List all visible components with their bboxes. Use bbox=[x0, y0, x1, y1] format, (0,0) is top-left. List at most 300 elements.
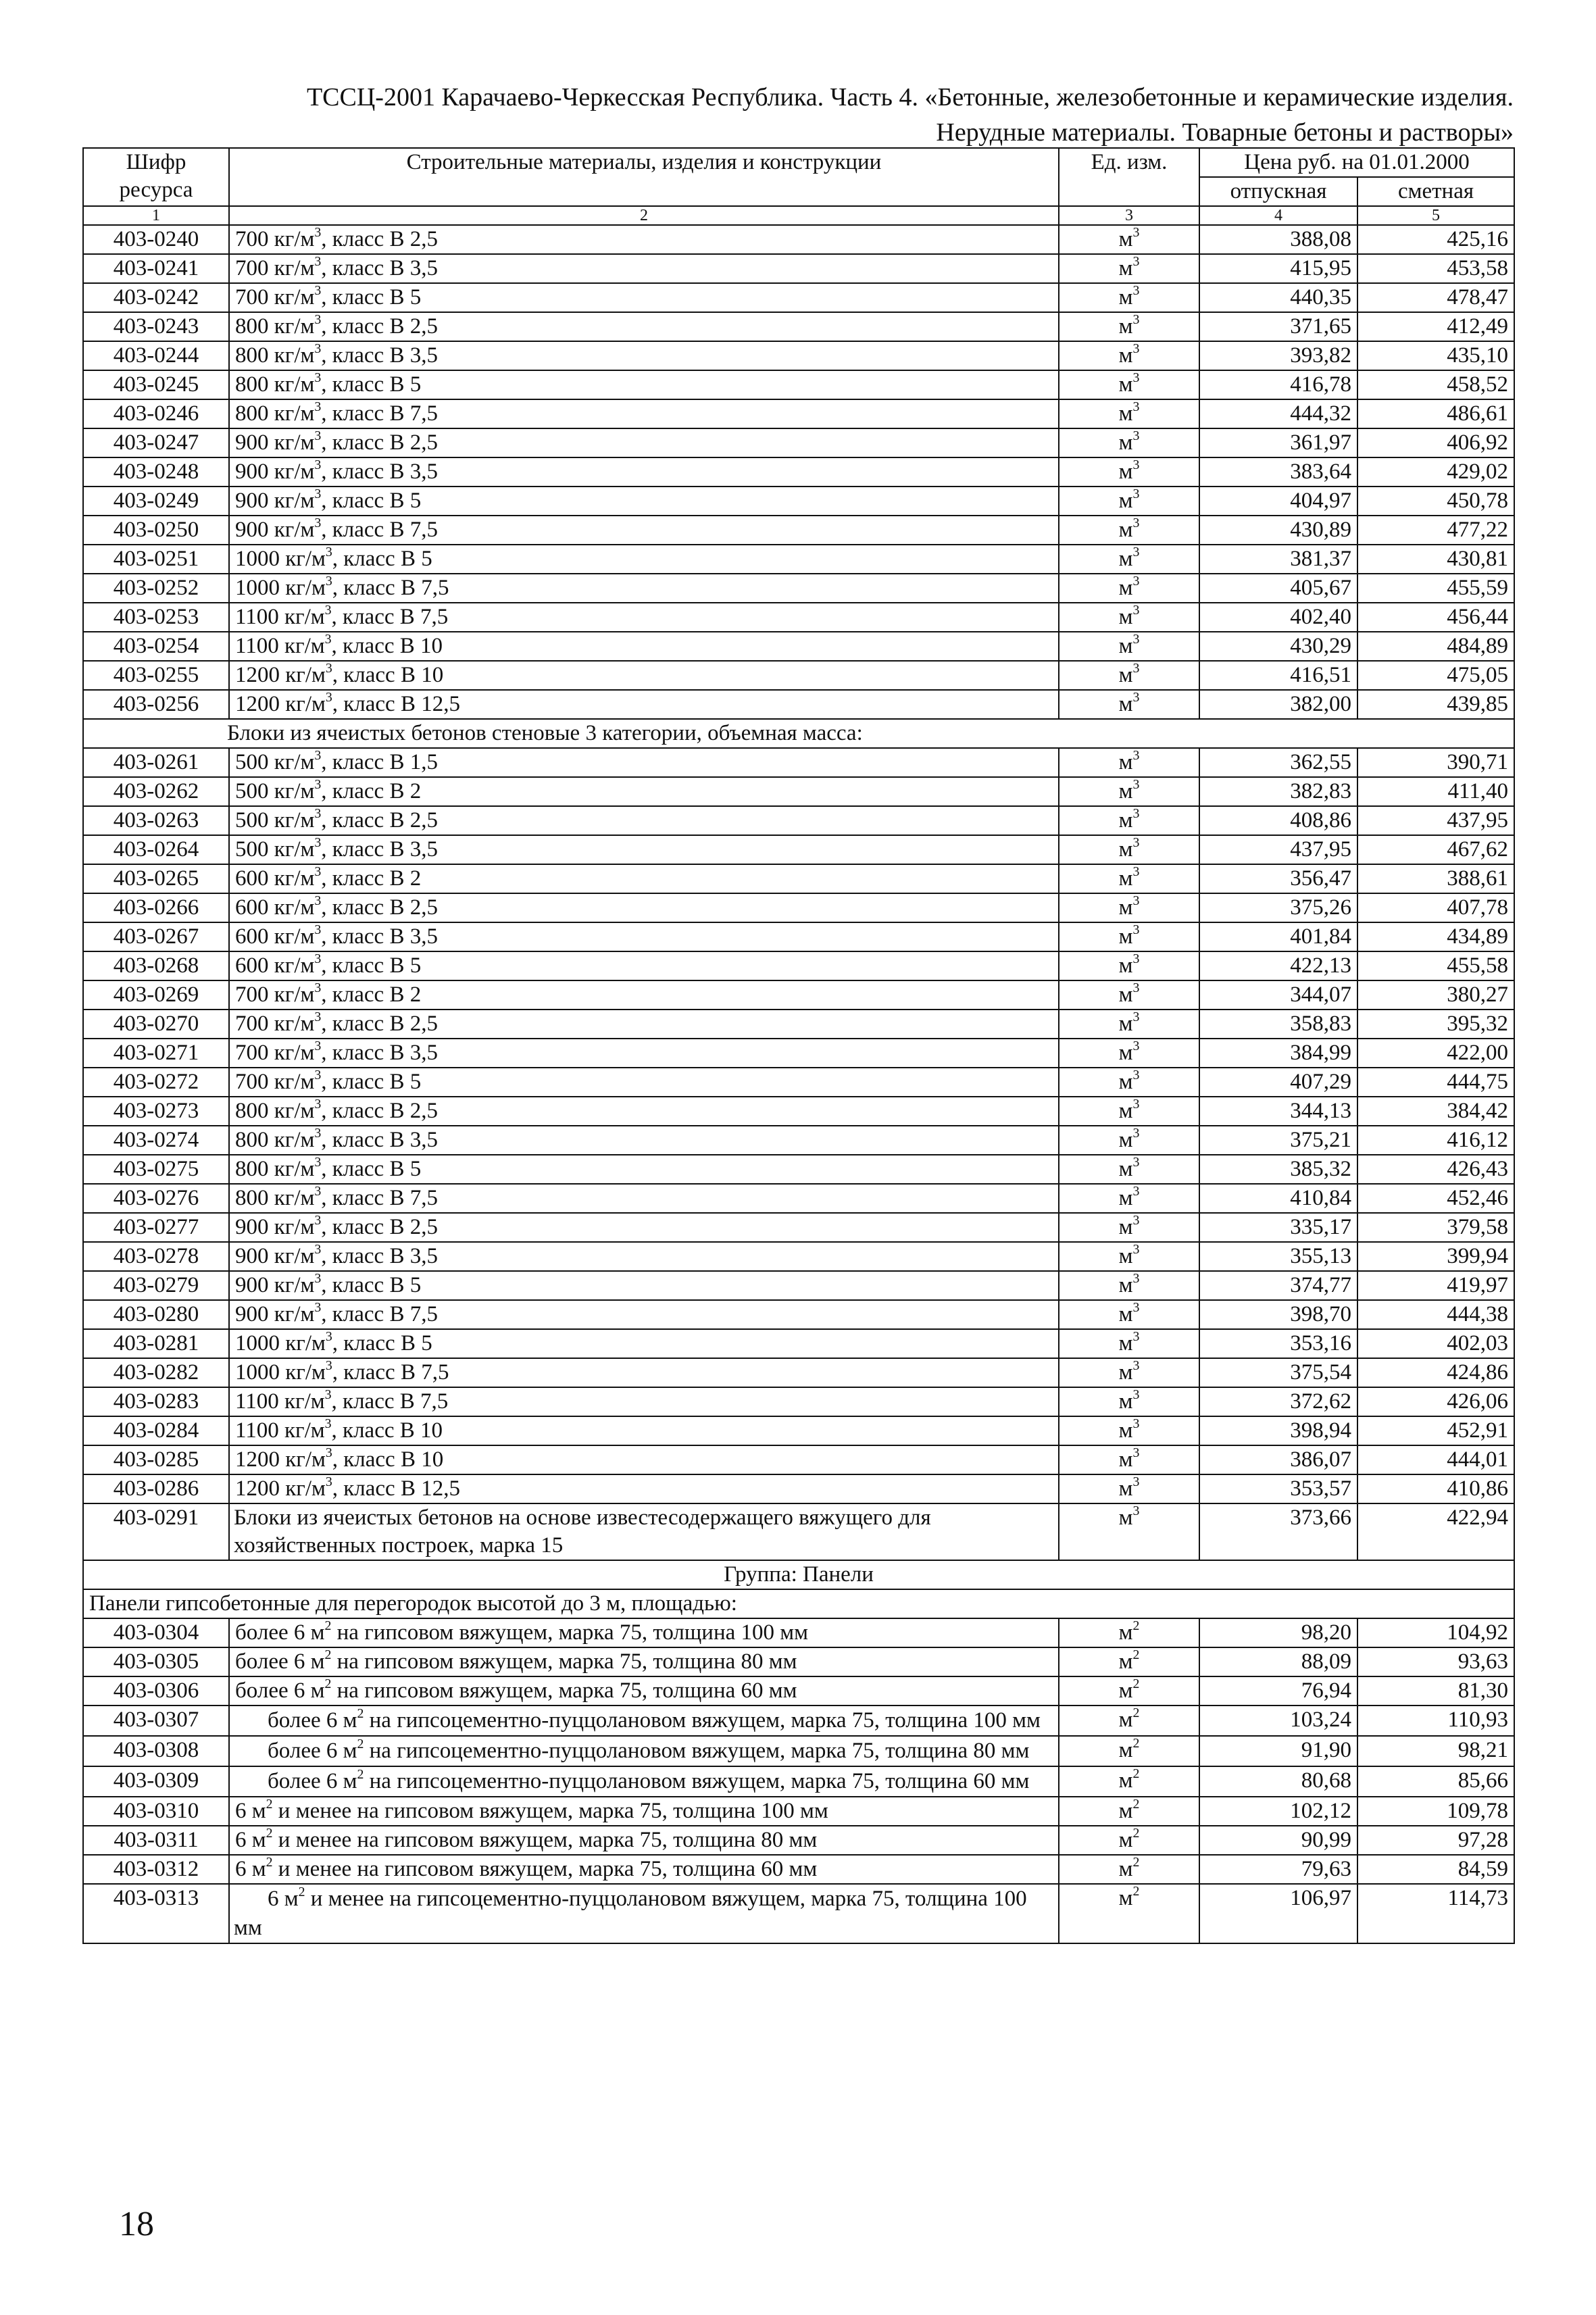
row-code: 403-0272 bbox=[83, 1068, 229, 1097]
row-price-release: 358,83 bbox=[1199, 1010, 1357, 1039]
superscript: 3 bbox=[1132, 1387, 1140, 1403]
row-code: 403-0262 bbox=[83, 777, 229, 806]
superscript: 3 bbox=[1132, 806, 1140, 822]
row-price-estimate: 84,59 bbox=[1357, 1855, 1514, 1884]
row-price-release: 415,95 bbox=[1199, 254, 1357, 283]
row-price-estimate: 407,78 bbox=[1357, 893, 1514, 922]
row-unit: $м^3$ bbox=[1059, 980, 1199, 1010]
row-price-estimate: 486,61 bbox=[1357, 399, 1514, 428]
row-description: 6 $м^2$ и менее на гипсовом вяжущем, марка 75, толщина 100 мм bbox=[229, 1797, 1059, 1826]
row-price-estimate: 434,89 bbox=[1357, 922, 1514, 951]
column-index-4: 4 bbox=[1199, 206, 1357, 225]
row-price-estimate: 410,86 bbox=[1357, 1474, 1514, 1503]
row-price-estimate: 93,63 bbox=[1357, 1647, 1514, 1676]
row-code: 403-0256 bbox=[83, 690, 229, 719]
superscript: 3 bbox=[1132, 1097, 1140, 1112]
row-unit: $м^3$ bbox=[1059, 1155, 1199, 1184]
table-row bbox=[83, 1329, 1514, 1358]
row-unit: $м^3$ bbox=[1059, 1068, 1199, 1097]
row-unit: $м^3$ bbox=[1059, 1097, 1199, 1126]
column-index-3: 3 bbox=[1059, 206, 1199, 225]
row-description: более 6 $м^2$ на гипсовом вяжущем, марка 75, толщина 80 мм bbox=[229, 1647, 1059, 1676]
row-description: 1200 $кг/м^3$, класс В 10 bbox=[229, 661, 1059, 690]
row-code: 403-0277 bbox=[83, 1213, 229, 1242]
row-description: более 6 $м^2$ на гипсоцементно-пуццолановом вяжущем, марка 75, толщина 80 мм bbox=[229, 1736, 1059, 1766]
table-row bbox=[83, 312, 1514, 341]
row-price-estimate: 435,10 bbox=[1357, 341, 1514, 370]
superscript: 3 bbox=[314, 806, 322, 822]
row-price-estimate: 444,01 bbox=[1357, 1445, 1514, 1474]
row-code: 403-0245 bbox=[83, 370, 229, 399]
row-price-estimate: 110,93 bbox=[1357, 1706, 1514, 1736]
row-price-estimate: 406,92 bbox=[1357, 428, 1514, 457]
row-price-estimate: 416,12 bbox=[1357, 1126, 1514, 1155]
row-unit: $м^3$ bbox=[1059, 1242, 1199, 1271]
row-code: 403-0281 bbox=[83, 1329, 229, 1358]
row-unit: $м^3$ bbox=[1059, 748, 1199, 777]
row-price-estimate: 456,44 bbox=[1357, 603, 1514, 632]
superscript: 3 bbox=[314, 1184, 322, 1199]
table-row bbox=[83, 1647, 1514, 1676]
row-price-estimate: 402,03 bbox=[1357, 1329, 1514, 1358]
superscript: 3 bbox=[1132, 690, 1140, 705]
superscript: 2 bbox=[298, 1885, 305, 1900]
table-row bbox=[83, 980, 1514, 1010]
superscript: 3 bbox=[314, 1068, 322, 1083]
row-unit: $м^2$ bbox=[1059, 1647, 1199, 1676]
row-description: 1000 $кг/м^3$, класс В 7,5 bbox=[229, 1358, 1059, 1387]
superscript: 3 bbox=[1132, 951, 1140, 967]
row-unit: $м^3$ bbox=[1059, 632, 1199, 661]
superscript: 2 bbox=[357, 1706, 364, 1722]
row-description: 900 $кг/м^3$, класс В 5 bbox=[229, 1271, 1059, 1300]
header-line-1: ТССЦ-2001 Карачаево-Черкесская Республика. Часть 4. «Бетонные, железобетонные и керамические изделия. bbox=[306, 83, 1514, 111]
row-price-release: 383,64 bbox=[1199, 457, 1357, 487]
superscript: 3 bbox=[314, 370, 322, 386]
row-price-estimate: 439,85 bbox=[1357, 690, 1514, 719]
row-unit: $м^3$ bbox=[1059, 1010, 1199, 1039]
superscript: 3 bbox=[324, 1416, 332, 1432]
row-price-estimate: 475,05 bbox=[1357, 661, 1514, 690]
superscript: 3 bbox=[314, 1097, 322, 1112]
row-description: 600 $кг/м^3$, класс В 3,5 bbox=[229, 922, 1059, 951]
row-description: 900 $кг/м^3$, класс В 7,5 bbox=[229, 1300, 1059, 1329]
superscript: 2 bbox=[1132, 1618, 1140, 1634]
row-price-release: 382,83 bbox=[1199, 777, 1357, 806]
table-row bbox=[83, 893, 1514, 922]
row-unit: $м^3$ bbox=[1059, 1416, 1199, 1445]
superscript: 3 bbox=[314, 487, 322, 502]
row-price-release: 362,55 bbox=[1199, 748, 1357, 777]
row-description: 1100 $кг/м^3$, класс В 10 bbox=[229, 632, 1059, 661]
row-description: 1200 $кг/м^3$, класс В 10 bbox=[229, 1445, 1059, 1474]
row-description: 800 $кг/м^3$, класс В 5 bbox=[229, 1155, 1059, 1184]
superscript: 3 bbox=[314, 951, 322, 967]
row-price-estimate: 384,42 bbox=[1357, 1097, 1514, 1126]
row-price-estimate: 98,21 bbox=[1357, 1736, 1514, 1766]
row-description: 900 $кг/м^3$, класс В 7,5 bbox=[229, 516, 1059, 545]
superscript: 3 bbox=[1132, 283, 1140, 299]
row-code: 403-0312 bbox=[83, 1855, 229, 1884]
row-unit: $м^3$ bbox=[1059, 835, 1199, 864]
superscript: 3 bbox=[324, 1387, 332, 1403]
superscript: 3 bbox=[1132, 922, 1140, 938]
superscript: 3 bbox=[1132, 603, 1140, 618]
row-description: 700 $кг/м^3$, класс В 5 bbox=[229, 1068, 1059, 1097]
row-unit: $м^2$ bbox=[1059, 1855, 1199, 1884]
superscript: 3 bbox=[1132, 1503, 1140, 1519]
row-description: 800 $кг/м^3$, класс В 7,5 bbox=[229, 1184, 1059, 1213]
superscript: 3 bbox=[1132, 1126, 1140, 1141]
row-code: 403-0308 bbox=[83, 1736, 229, 1766]
superscript: 2 bbox=[1132, 1766, 1140, 1782]
superscript: 3 bbox=[1132, 1155, 1140, 1170]
row-price-release: 444,32 bbox=[1199, 399, 1357, 428]
row-unit: $м^3$ bbox=[1059, 1213, 1199, 1242]
row-description: 6 $м^2$ и менее на гипсоцементно-пуццолановом вяжущем, марка 75, толщина 100 мм bbox=[229, 1884, 1059, 1943]
page-number: 18 bbox=[119, 2205, 154, 2243]
superscript: 3 bbox=[1132, 835, 1140, 851]
row-code: 403-0240 bbox=[83, 225, 229, 254]
row-code: 403-0284 bbox=[83, 1416, 229, 1445]
row-price-release: 353,16 bbox=[1199, 1329, 1357, 1358]
table-row bbox=[83, 1766, 1514, 1797]
row-unit: $м^3$ bbox=[1059, 1039, 1199, 1068]
row-price-release: 91,90 bbox=[1199, 1736, 1357, 1766]
row-price-estimate: 419,97 bbox=[1357, 1271, 1514, 1300]
row-price-release: 402,40 bbox=[1199, 603, 1357, 632]
row-description: 600 $кг/м^3$, класс В 2,5 bbox=[229, 893, 1059, 922]
superscript: 3 bbox=[1132, 341, 1140, 357]
row-description: 800 $кг/м^3$, класс В 3,5 bbox=[229, 341, 1059, 370]
rows-group-c bbox=[83, 1618, 1514, 1943]
row-code: 403-0307 bbox=[83, 1706, 229, 1736]
row-unit: $м^3$ bbox=[1059, 341, 1199, 370]
header-name: Строительные материалы, изделия и конструкции bbox=[229, 148, 1059, 206]
row-code: 403-0269 bbox=[83, 980, 229, 1010]
superscript: 3 bbox=[325, 1329, 332, 1345]
superscript: 3 bbox=[1132, 1242, 1140, 1258]
header-price-release: отпускная bbox=[1199, 177, 1357, 206]
section-title-blocks: Блоки из ячеистых бетонов стеновые 3 категории, объемная масса: bbox=[83, 719, 1514, 748]
superscript: 3 bbox=[1132, 254, 1140, 270]
superscript: 3 bbox=[314, 748, 322, 764]
table-row bbox=[83, 1503, 1514, 1560]
row-code: 403-0251 bbox=[83, 545, 229, 574]
superscript: 2 bbox=[1132, 1884, 1140, 1899]
superscript: 2 bbox=[266, 1855, 273, 1870]
superscript: 3 bbox=[1132, 632, 1140, 647]
superscript: 2 bbox=[357, 1767, 364, 1783]
superscript: 2 bbox=[1132, 1855, 1140, 1870]
row-code: 403-0306 bbox=[83, 1676, 229, 1706]
row-code: 403-0273 bbox=[83, 1097, 229, 1126]
row-price-release: 106,97 bbox=[1199, 1884, 1357, 1943]
superscript: 3 bbox=[1132, 545, 1140, 560]
table-row bbox=[83, 661, 1514, 690]
row-price-release: 384,99 bbox=[1199, 1039, 1357, 1068]
superscript: 3 bbox=[314, 312, 322, 328]
row-unit: $м^3$ bbox=[1059, 1503, 1199, 1560]
row-unit: $м^2$ bbox=[1059, 1676, 1199, 1706]
row-description: 1100 $кг/м^3$, класс В 7,5 bbox=[229, 1387, 1059, 1416]
table-row bbox=[83, 428, 1514, 457]
superscript: 3 bbox=[314, 1126, 322, 1141]
table-row bbox=[83, 1676, 1514, 1706]
row-price-release: 401,84 bbox=[1199, 922, 1357, 951]
table-row bbox=[83, 1155, 1514, 1184]
superscript: 2 bbox=[1132, 1797, 1140, 1812]
superscript: 2 bbox=[1132, 1736, 1140, 1751]
table-row bbox=[83, 516, 1514, 545]
superscript: 3 bbox=[1132, 1068, 1140, 1083]
superscript: 3 bbox=[314, 225, 322, 241]
row-unit: $м^3$ bbox=[1059, 283, 1199, 312]
superscript: 3 bbox=[1132, 980, 1140, 996]
superscript: 2 bbox=[1132, 1647, 1140, 1663]
row-description: 500 $кг/м^3$, класс В 2 bbox=[229, 777, 1059, 806]
row-code: 403-0278 bbox=[83, 1242, 229, 1271]
superscript: 2 bbox=[1132, 1826, 1140, 1841]
row-price-release: 371,65 bbox=[1199, 312, 1357, 341]
row-description: 900 $кг/м^3$, класс В 2,5 bbox=[229, 1213, 1059, 1242]
row-description: 1100 $кг/м^3$, класс В 7,5 bbox=[229, 603, 1059, 632]
table-row bbox=[83, 1618, 1514, 1647]
table-row bbox=[83, 1416, 1514, 1445]
superscript: 2 bbox=[1132, 1676, 1140, 1692]
row-price-estimate: 85,66 bbox=[1357, 1766, 1514, 1797]
row-price-estimate: 477,22 bbox=[1357, 516, 1514, 545]
superscript: 3 bbox=[1132, 312, 1140, 328]
row-code: 403-0291 bbox=[83, 1503, 229, 1560]
superscript: 3 bbox=[314, 1155, 322, 1170]
table-row bbox=[83, 1039, 1514, 1068]
superscript: 3 bbox=[1132, 893, 1140, 909]
superscript: 3 bbox=[1132, 777, 1140, 793]
row-price-estimate: 467,62 bbox=[1357, 835, 1514, 864]
row-price-estimate: 429,02 bbox=[1357, 457, 1514, 487]
row-description: 700 $кг/м^3$, класс В 3,5 bbox=[229, 254, 1059, 283]
row-price-estimate: 422,00 bbox=[1357, 1039, 1514, 1068]
row-code: 403-0285 bbox=[83, 1445, 229, 1474]
table-row bbox=[83, 951, 1514, 980]
table-row bbox=[83, 632, 1514, 661]
row-price-estimate: 437,95 bbox=[1357, 806, 1514, 835]
row-code: 403-0244 bbox=[83, 341, 229, 370]
column-index-1: 1 bbox=[83, 206, 229, 225]
row-price-estimate: 390,71 bbox=[1357, 748, 1514, 777]
row-code: 403-0249 bbox=[83, 487, 229, 516]
row-price-estimate: 114,73 bbox=[1357, 1884, 1514, 1943]
row-price-estimate: 379,58 bbox=[1357, 1213, 1514, 1242]
row-description: 800 $кг/м^3$, класс В 2,5 bbox=[229, 312, 1059, 341]
table-row bbox=[83, 1097, 1514, 1126]
row-description: 800 $кг/м^3$, класс В 5 bbox=[229, 370, 1059, 399]
table-row bbox=[83, 487, 1514, 516]
row-unit: $м^3$ bbox=[1059, 574, 1199, 603]
row-price-estimate: 412,49 bbox=[1357, 312, 1514, 341]
document-header bbox=[81, 80, 1514, 150]
superscript: 3 bbox=[314, 1271, 322, 1287]
row-price-release: 344,13 bbox=[1199, 1097, 1357, 1126]
row-price-estimate: 444,38 bbox=[1357, 1300, 1514, 1329]
row-unit: $м^2$ bbox=[1059, 1706, 1199, 1736]
superscript: 3 bbox=[314, 399, 322, 415]
row-unit: $м^3$ bbox=[1059, 661, 1199, 690]
row-description: 1200 $кг/м^3$, класс В 12,5 bbox=[229, 690, 1059, 719]
superscript: 3 bbox=[314, 980, 322, 996]
row-price-release: 382,00 bbox=[1199, 690, 1357, 719]
superscript: 3 bbox=[314, 922, 322, 938]
superscript: 3 bbox=[314, 1242, 322, 1258]
table-row bbox=[83, 1855, 1514, 1884]
superscript: 2 bbox=[324, 1618, 332, 1634]
row-price-estimate: 458,52 bbox=[1357, 370, 1514, 399]
group-row bbox=[83, 1560, 1514, 1589]
table-row bbox=[83, 748, 1514, 777]
section-row bbox=[83, 719, 1514, 748]
row-unit: $м^2$ bbox=[1059, 1826, 1199, 1855]
row-price-estimate: 422,94 bbox=[1357, 1503, 1514, 1560]
superscript: 3 bbox=[314, 283, 322, 299]
superscript: 3 bbox=[314, 1010, 322, 1025]
row-price-release: 398,94 bbox=[1199, 1416, 1357, 1445]
superscript: 3 bbox=[1132, 661, 1140, 676]
row-price-estimate: 424,86 bbox=[1357, 1358, 1514, 1387]
table-row bbox=[83, 1242, 1514, 1271]
row-unit: $м^3$ bbox=[1059, 516, 1199, 545]
row-unit: $м^3$ bbox=[1059, 603, 1199, 632]
row-description: 600 $кг/м^3$, класс В 5 bbox=[229, 951, 1059, 980]
row-unit: $м^3$ bbox=[1059, 1184, 1199, 1213]
table-row bbox=[83, 1474, 1514, 1503]
row-code: 403-0274 bbox=[83, 1126, 229, 1155]
row-price-release: 102,12 bbox=[1199, 1797, 1357, 1826]
row-code: 403-0263 bbox=[83, 806, 229, 835]
table-row bbox=[83, 1736, 1514, 1766]
row-price-release: 385,32 bbox=[1199, 1155, 1357, 1184]
row-code: 403-0243 bbox=[83, 312, 229, 341]
row-price-release: 375,26 bbox=[1199, 893, 1357, 922]
row-code: 403-0250 bbox=[83, 516, 229, 545]
row-description: 900 $кг/м^3$, класс В 2,5 bbox=[229, 428, 1059, 457]
row-unit: $м^3$ bbox=[1059, 864, 1199, 893]
row-price-estimate: 395,32 bbox=[1357, 1010, 1514, 1039]
row-price-release: 388,08 bbox=[1199, 225, 1357, 254]
row-price-release: 80,68 bbox=[1199, 1766, 1357, 1797]
row-price-estimate: 425,16 bbox=[1357, 225, 1514, 254]
row-unit: $м^3$ bbox=[1059, 1358, 1199, 1387]
row-price-release: 404,97 bbox=[1199, 487, 1357, 516]
row-price-release: 393,82 bbox=[1199, 341, 1357, 370]
table-row bbox=[83, 1126, 1514, 1155]
superscript: 2 bbox=[324, 1647, 332, 1663]
header-price-estimate: сметная bbox=[1357, 177, 1514, 206]
row-description: 1000 $кг/м^3$, класс В 7,5 bbox=[229, 574, 1059, 603]
row-code: 403-0241 bbox=[83, 254, 229, 283]
row-code: 403-0246 bbox=[83, 399, 229, 428]
superscript: 3 bbox=[325, 574, 332, 589]
superscript: 3 bbox=[314, 893, 322, 909]
table-row bbox=[83, 690, 1514, 719]
row-code: 403-0248 bbox=[83, 457, 229, 487]
table-row bbox=[83, 1797, 1514, 1826]
row-price-release: 440,35 bbox=[1199, 283, 1357, 312]
row-price-release: 375,54 bbox=[1199, 1358, 1357, 1387]
row-price-estimate: 452,46 bbox=[1357, 1184, 1514, 1213]
row-description: 1000 $кг/м^3$, класс В 5 bbox=[229, 545, 1059, 574]
row-price-release: 103,24 bbox=[1199, 1706, 1357, 1736]
superscript: 3 bbox=[314, 864, 322, 880]
table-row bbox=[83, 283, 1514, 312]
row-price-release: 353,57 bbox=[1199, 1474, 1357, 1503]
table-row bbox=[83, 1706, 1514, 1736]
table-row bbox=[83, 806, 1514, 835]
row-price-release: 381,37 bbox=[1199, 545, 1357, 574]
superscript: 3 bbox=[314, 835, 322, 851]
superscript: 3 bbox=[1132, 1271, 1140, 1287]
row-unit: $м^3$ bbox=[1059, 690, 1199, 719]
superscript: 3 bbox=[314, 1213, 322, 1228]
row-description: 900 $кг/м^3$, класс В 3,5 bbox=[229, 1242, 1059, 1271]
row-description: более 6 $м^2$ на гипсоцементно-пуццолановом вяжущем, марка 75, толщина 60 мм bbox=[229, 1766, 1059, 1797]
row-code: 403-0268 bbox=[83, 951, 229, 980]
row-price-estimate: 455,59 bbox=[1357, 574, 1514, 603]
row-unit: $м^3$ bbox=[1059, 1126, 1199, 1155]
row-price-estimate: 455,58 bbox=[1357, 951, 1514, 980]
row-price-release: 375,21 bbox=[1199, 1126, 1357, 1155]
row-price-release: 361,97 bbox=[1199, 428, 1357, 457]
row-description: 700 $кг/м^3$, класс В 2,5 bbox=[229, 1010, 1059, 1039]
superscript: 3 bbox=[325, 1474, 332, 1490]
row-unit: $м^3$ bbox=[1059, 254, 1199, 283]
row-unit: $м^3$ bbox=[1059, 428, 1199, 457]
row-unit: $м^3$ bbox=[1059, 1445, 1199, 1474]
header-code: Шифр ресурса bbox=[83, 148, 229, 206]
superscript: 3 bbox=[1132, 1358, 1140, 1374]
row-code: 403-0252 bbox=[83, 574, 229, 603]
row-unit: $м^3$ bbox=[1059, 225, 1199, 254]
row-price-release: 79,63 bbox=[1199, 1855, 1357, 1884]
superscript: 3 bbox=[1132, 1213, 1140, 1228]
table-row bbox=[83, 777, 1514, 806]
table-row bbox=[83, 603, 1514, 632]
row-price-release: 398,70 bbox=[1199, 1300, 1357, 1329]
row-unit: $м^3$ bbox=[1059, 1329, 1199, 1358]
table-row bbox=[83, 1445, 1514, 1474]
row-unit: $м^3$ bbox=[1059, 487, 1199, 516]
row-price-release: 335,17 bbox=[1199, 1213, 1357, 1242]
table-row bbox=[83, 1387, 1514, 1416]
row-price-release: 430,89 bbox=[1199, 516, 1357, 545]
table-row bbox=[83, 864, 1514, 893]
row-price-release: 407,29 bbox=[1199, 1068, 1357, 1097]
row-price-estimate: 109,78 bbox=[1357, 1797, 1514, 1826]
row-description: 1100 $кг/м^3$, класс В 10 bbox=[229, 1416, 1059, 1445]
table-row bbox=[83, 254, 1514, 283]
superscript: 3 bbox=[325, 1445, 332, 1461]
row-price-estimate: 97,28 bbox=[1357, 1826, 1514, 1855]
row-code: 403-0305 bbox=[83, 1647, 229, 1676]
row-code: 403-0280 bbox=[83, 1300, 229, 1329]
row-unit: $м^3$ bbox=[1059, 399, 1199, 428]
table-row bbox=[83, 1826, 1514, 1855]
row-price-release: 410,84 bbox=[1199, 1184, 1357, 1213]
row-price-estimate: 411,40 bbox=[1357, 777, 1514, 806]
superscript: 3 bbox=[1132, 1184, 1140, 1199]
row-price-release: 76,94 bbox=[1199, 1676, 1357, 1706]
superscript: 3 bbox=[325, 1358, 332, 1374]
